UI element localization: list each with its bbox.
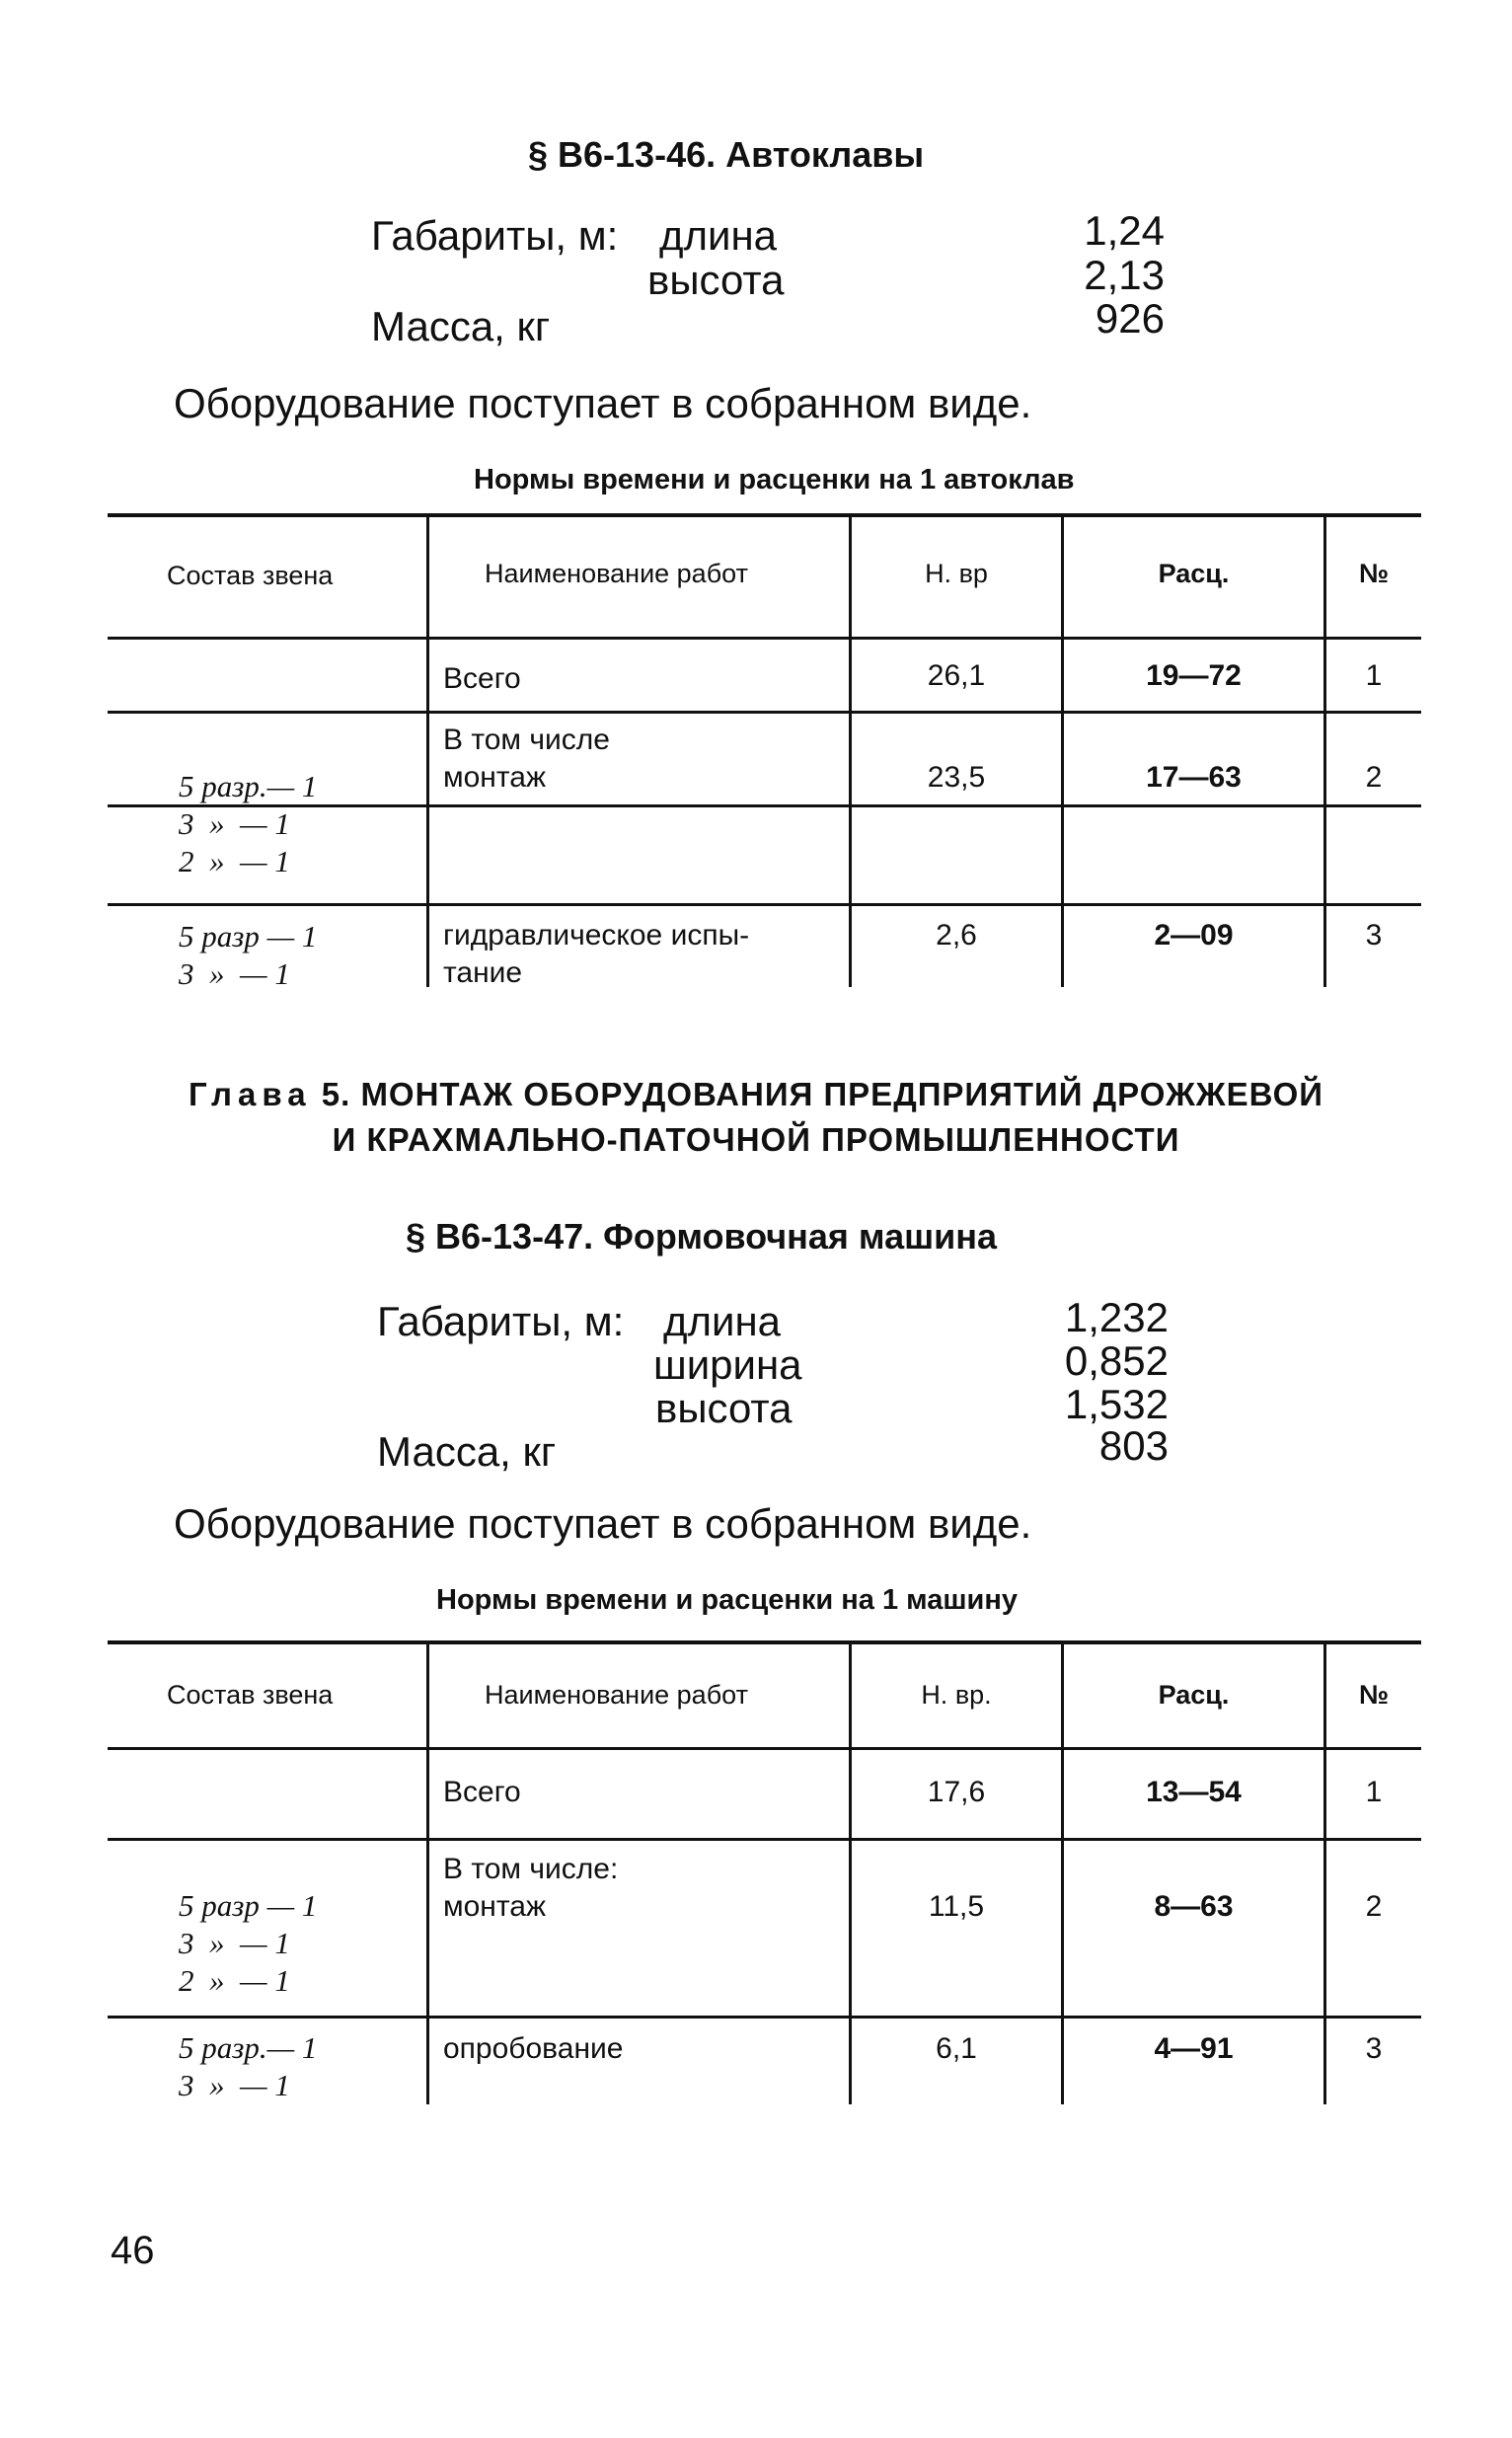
row-2-work-2: монтаж [443, 761, 547, 794]
spec-height-value-2: 1,532 [1064, 1381, 1169, 1427]
spec-mass-label-2: Масса, кг [377, 1428, 557, 1475]
header-rate-2: Расц. [1158, 1680, 1230, 1710]
spec-width-name-2: ширина [653, 1341, 802, 1388]
row-3-crew-2-2: 3 » — 1 [179, 2068, 290, 2102]
row-2-norm-2: 11,5 [928, 1890, 985, 1923]
row-2-crew-3-2: 2 » — 1 [179, 1963, 290, 1998]
row-1-rate-2: 13—54 [1146, 1776, 1242, 1808]
row-3-work-1-2: опробование [443, 2032, 624, 2065]
row-2-number-2: 2 [1365, 1890, 1383, 1923]
spec-mass-value-2: 803 [1098, 1422, 1169, 1469]
norms-table-machine [108, 1640, 1421, 2104]
chapter-heading-line-2: И КРАХМАЛЬНО-ПАТОЧНОЙ ПРОМЫШЛЕННОСТИ [332, 1121, 1180, 1158]
section-title-molding-machine: § В6-13-47. Формовочная машина [406, 1216, 997, 1257]
spec-height-name: высота [647, 257, 785, 303]
row-1-work: Всего [443, 662, 521, 695]
row-1-work-2: Всего [443, 1776, 521, 1808]
row-2-crew-1-2: 5 разр — 1 [179, 1888, 318, 1923]
row-1-norm-2: 17,6 [927, 1776, 986, 1808]
spec-height-value: 2,13 [1084, 252, 1165, 298]
spec-length-name: длина [659, 212, 778, 259]
row-3-rate-2: 4—91 [1154, 2032, 1234, 2065]
chapter-prefix: Глава [188, 1076, 312, 1112]
header-number: № [1358, 559, 1390, 588]
row-3-norm-2: 6,1 [936, 2032, 977, 2065]
header-norm-2: Н. вр. [921, 1680, 992, 1710]
row-2-crew-3: 2 » — 1 [179, 844, 290, 878]
row-2-crew-1: 5 разр.— 1 [179, 769, 318, 803]
header-crew: Состав звена [167, 561, 334, 590]
spec-length-value: 1,24 [1084, 207, 1165, 254]
row-3-crew-1: 5 разр — 1 [179, 919, 318, 953]
header-work-2: Наименование работ [485, 1680, 748, 1710]
row-2-rate-2: 8—63 [1154, 1890, 1234, 1923]
spec-width-value-2: 0,852 [1064, 1337, 1169, 1384]
norms-table-autoclave [108, 513, 1421, 991]
chapter-title-line-1: 5. МОНТАЖ ОБОРУДОВАНИЯ ПРЕДПРИЯТИЙ ДРОЖЖЕВОЙ [321, 1076, 1324, 1112]
row-3-number-2: 3 [1365, 2032, 1383, 2065]
row-1-number: 1 [1365, 659, 1383, 692]
row-2-work-1: В том числе [443, 724, 610, 756]
header-norm: Н. вр [925, 559, 988, 588]
row-2-work-1-2: В том числе: [443, 1853, 619, 1885]
spec-mass-value: 926 [1095, 295, 1165, 342]
delivery-note-2: Оборудование поступает в собранном виде. [174, 1500, 1032, 1547]
delivery-note: Оборудование поступает в собранном виде. [174, 380, 1032, 426]
header-crew-2: Состав звена [167, 1680, 334, 1710]
row-1-rate: 19—72 [1146, 659, 1242, 692]
row-1-number-2: 1 [1365, 1776, 1383, 1808]
row-3-number: 3 [1365, 919, 1383, 952]
row-2-work-2-2: монтаж [443, 1890, 547, 1923]
row-2-crew-2: 3 » — 1 [179, 806, 290, 841]
row-2-norm: 23,5 [927, 761, 986, 794]
spec-dimensions-label: Габариты, м: [371, 212, 619, 259]
row-3-crew-2: 3 » — 1 [179, 956, 290, 991]
row-3-work-2: тание [443, 956, 523, 989]
row-2-crew-2-2: 3 » — 1 [179, 1926, 290, 1960]
table-caption-2: Нормы времени и расценки на 1 машину [436, 1584, 1018, 1616]
section-title-autoclaves: § В6-13-46. Автоклавы [528, 134, 925, 175]
header-rate: Расц. [1158, 559, 1230, 588]
row-3-norm: 2,6 [936, 919, 977, 952]
row-2-number: 2 [1365, 761, 1383, 794]
row-1-norm: 26,1 [927, 659, 986, 692]
header-work: Наименование работ [485, 559, 748, 588]
spec-length-name-2: длина [663, 1298, 782, 1344]
spec-length-value-2: 1,232 [1064, 1294, 1169, 1340]
chapter-heading-line-1 [0, 1076, 1512, 1113]
spec-mass-label: Масса, кг [371, 303, 551, 349]
row-3-crew-1-2: 5 разр.— 1 [179, 2030, 318, 2065]
row-2-rate: 17—63 [1146, 761, 1242, 794]
spec-dimensions-label-2: Габариты, м: [377, 1298, 625, 1344]
row-3-rate: 2—09 [1154, 919, 1234, 952]
header-number-2: № [1358, 1680, 1390, 1710]
page-number: 46 [111, 2229, 155, 2272]
table-caption: Нормы времени и расценки на 1 автоклав [474, 464, 1075, 495]
spec-height-name-2: высота [655, 1385, 793, 1431]
row-3-work-1: гидравлическое испы- [443, 919, 750, 952]
